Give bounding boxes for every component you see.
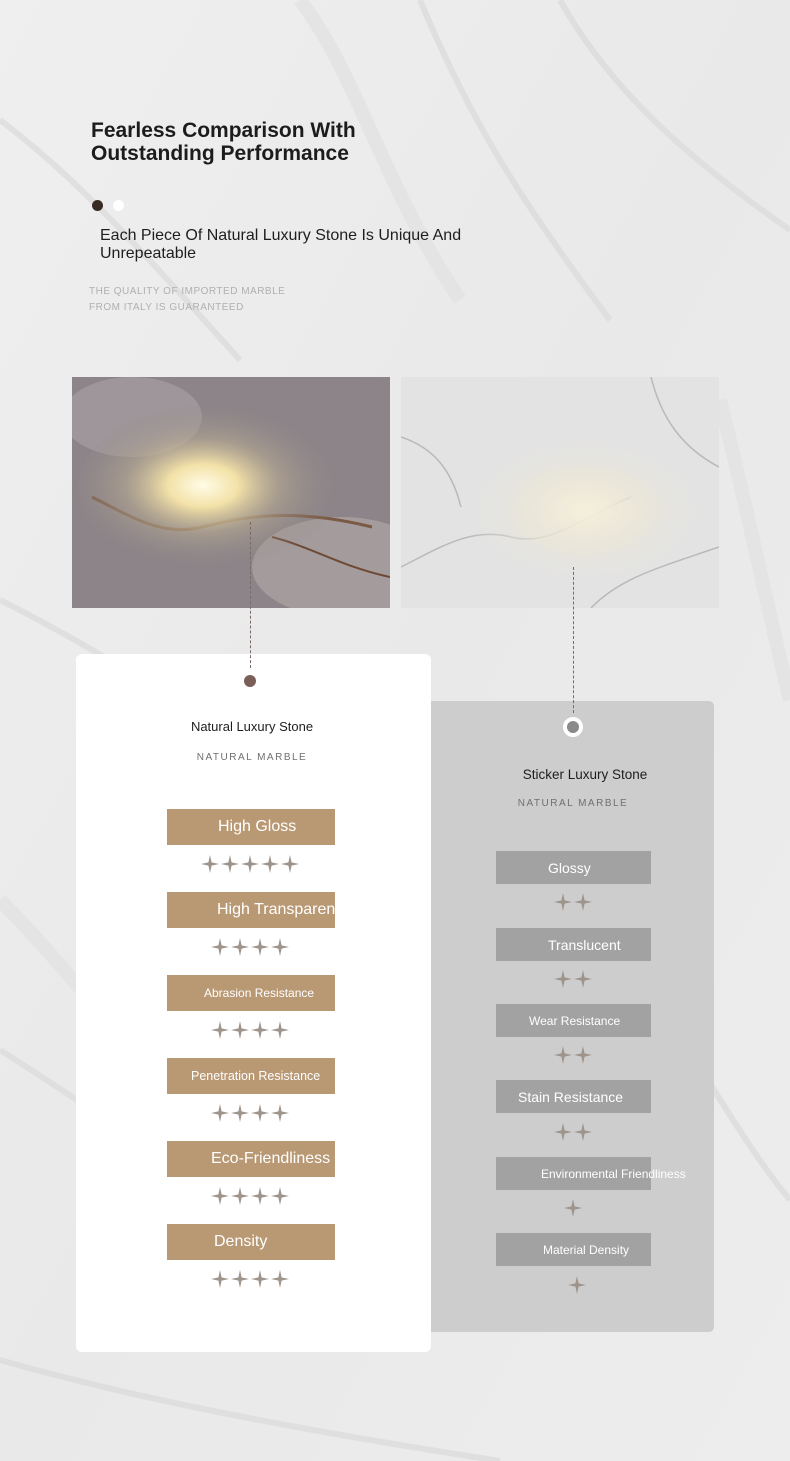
sticker-feature-rating	[554, 1046, 594, 1064]
sparkle-star-icon	[231, 1021, 249, 1039]
sparkle-star-icon	[564, 1199, 582, 1217]
natural-feature-rating	[211, 1270, 291, 1288]
page-title: Fearless Comparison With Outstanding Performance	[91, 119, 356, 165]
sparkle-star-icon	[574, 893, 592, 911]
sticker-feature-label: Translucent	[496, 928, 651, 961]
sparkle-star-icon	[574, 1123, 592, 1141]
sparkle-star-icon	[554, 1123, 572, 1141]
sparkle-star-icon	[231, 1270, 249, 1288]
natural-stone-subtitle: NATURAL MARBLE	[196, 752, 308, 763]
sparkle-star-icon	[241, 855, 259, 873]
sparkle-star-icon	[251, 938, 269, 956]
natural-feature-rating	[211, 938, 291, 956]
sticker-feature-label: Stain Resistance	[496, 1080, 651, 1113]
sparkle-star-icon	[554, 1046, 572, 1064]
sticker-feature-rating	[564, 1199, 584, 1217]
carousel-dot[interactable]	[113, 200, 124, 211]
natural-stone-photo	[72, 377, 390, 608]
sparkle-star-icon	[211, 1021, 229, 1039]
sticker-pin-dot	[563, 717, 583, 737]
sparkle-star-icon	[261, 855, 279, 873]
natural-feature-label: Density	[167, 1224, 335, 1260]
natural-feature-rating	[211, 1104, 291, 1122]
natural-feature-rating	[211, 1021, 291, 1039]
natural-feature-label: Eco-Friendliness	[167, 1141, 335, 1177]
sparkle-star-icon	[221, 855, 239, 873]
sticker-feature-rating	[554, 970, 594, 988]
sparkle-star-icon	[574, 1046, 592, 1064]
sparkle-star-icon	[251, 1021, 269, 1039]
natural-pin-dot	[244, 675, 256, 687]
sparkle-star-icon	[281, 855, 299, 873]
sticker-stone-subtitle: NATURAL MARBLE	[517, 798, 629, 809]
sparkle-star-icon	[574, 970, 592, 988]
sparkle-star-icon	[251, 1270, 269, 1288]
natural-feature-label: High Transparency	[167, 892, 335, 928]
sparkle-star-icon	[251, 1104, 269, 1122]
sparkle-star-icon	[554, 893, 572, 911]
sticker-feature-label: Wear Resistance	[496, 1004, 651, 1037]
sparkle-star-icon	[211, 1104, 229, 1122]
natural-feature-rating	[211, 1187, 291, 1205]
sticker-stone-photo	[401, 377, 719, 608]
connector-line-natural	[250, 522, 251, 668]
sparkle-star-icon	[251, 1187, 269, 1205]
natural-feature-label: Abrasion Resistance	[167, 975, 335, 1011]
sparkle-star-icon	[271, 1104, 289, 1122]
sparkle-star-icon	[231, 1187, 249, 1205]
natural-feature-rating	[201, 855, 301, 873]
connector-line-sticker	[573, 567, 574, 713]
sticker-feature-label: Environmental Friendliness	[496, 1157, 651, 1190]
sparkle-star-icon	[271, 1187, 289, 1205]
sparkle-star-icon	[211, 1270, 229, 1288]
sparkle-star-icon	[211, 938, 229, 956]
sticker-feature-rating	[554, 893, 594, 911]
natural-feature-label: Penetration Resistance	[167, 1058, 335, 1094]
natural-stone-name: Natural Luxury Stone	[190, 719, 314, 734]
page-subtitle: Each Piece Of Natural Luxury Stone Is Unique And Unrepeatable	[100, 227, 462, 262]
sparkle-star-icon	[211, 1187, 229, 1205]
carousel-dot-active[interactable]	[92, 200, 103, 211]
natural-feature-label: High Gloss	[167, 809, 335, 845]
sticker-feature-label: Glossy	[496, 851, 651, 884]
sparkle-star-icon	[568, 1276, 586, 1294]
quality-tagline: THE QUALITY OF IMPORTED MARBLE FROM ITALY IS GUARANTEED	[89, 286, 286, 313]
sticker-feature-rating	[568, 1276, 588, 1294]
sparkle-star-icon	[201, 855, 219, 873]
sticker-feature-rating	[554, 1123, 594, 1141]
sparkle-star-icon	[231, 1104, 249, 1122]
sparkle-star-icon	[271, 1021, 289, 1039]
sparkle-star-icon	[271, 1270, 289, 1288]
sparkle-star-icon	[554, 970, 572, 988]
sparkle-star-icon	[271, 938, 289, 956]
sparkle-star-icon	[231, 938, 249, 956]
sticker-stone-name: Sticker Luxury Stone	[522, 767, 648, 782]
sticker-feature-label: Material Density	[496, 1233, 651, 1266]
